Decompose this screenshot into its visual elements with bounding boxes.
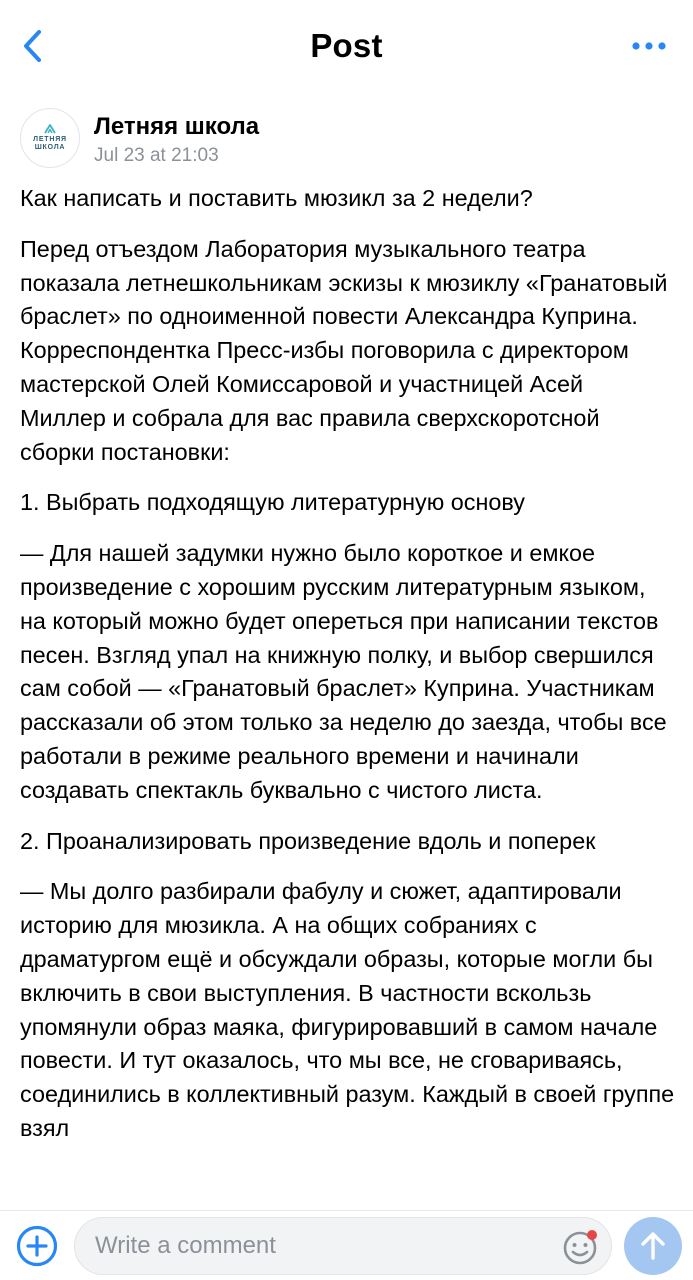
post-paragraph: 2. Проанализировать произведение вдоль и поперек [20, 827, 596, 854]
emoji-button[interactable] [561, 1227, 601, 1267]
post-paragraph: Как написать и поставить мюзикл за 2 недели? [20, 185, 533, 211]
post-paragraph: — Для нашей задумки нужно было короткое и емкое произведение с хорошим русским литературным языком, на который можно будет опереться при написании текстов песен. Взгляд упал на книжную полку, и выбор свершился сам собой — «Гранатовый браслет» Куприна. Участникам рассказали об этом только за неделю до заезда, чтобы все работали в режиме реального времени и начинали создавать спектакль буквально с чистого листа. [20, 540, 667, 803]
author-name[interactable]: Летняя школа [94, 113, 260, 140]
post-text [20, 182, 675, 1163]
add-attachment-button[interactable] [15, 1224, 59, 1268]
top-navigation-bar [0, 0, 693, 92]
post-paragraph: — Мы долго разбирали фабулу и сюжет, адаптировали историю для мюзикла. А на общих собраниях с драматургом ещё и обсуждали образы, которые могли бы включить в свои выступления. В частности вскользь упомянули образ маяка, фигурировавший в самом начале повести. И тут оказалось, что мы все, не сговариваясь, соединились в коллективный разум. Каждый в своей группе взял [20, 878, 675, 1141]
avatar-text-line2: ШКОЛА [34, 144, 66, 151]
plus-circle-icon [16, 1225, 58, 1267]
page-title: Post [310, 27, 383, 64]
logo-mark-icon [44, 124, 56, 134]
more-horizontal-icon [632, 42, 666, 50]
post-paragraph: Перед отъездом Лаборатория музыкального театра показала летнешкольникам эскизы к мюзиклу «Гранатовый браслет» по одноименной повести Александра Куприна. Корреспондентка Пресс-избы поговорила с директором мастерской Олей Комиссаровой и участницей Асей Миллер и собрала для вас правила сверхскоротсной сборки постановки: [20, 235, 668, 465]
comment-field [74, 1217, 612, 1275]
post-paragraph: 1. Выбрать подходящую литературную основу [20, 489, 525, 516]
send-button[interactable] [624, 1217, 682, 1275]
more-options-button[interactable] [627, 34, 671, 58]
smile-icon [561, 1227, 601, 1267]
post-date: Jul 23 at 21:03 [94, 145, 219, 166]
comment-bar [0, 1210, 693, 1280]
avatar-text-line1: ЛЕТНЯЯ [33, 136, 67, 143]
arrow-up-icon [640, 1231, 666, 1261]
comment-input[interactable] [95, 1230, 535, 1262]
avatar[interactable] [20, 108, 80, 168]
post-author-header [20, 108, 670, 172]
